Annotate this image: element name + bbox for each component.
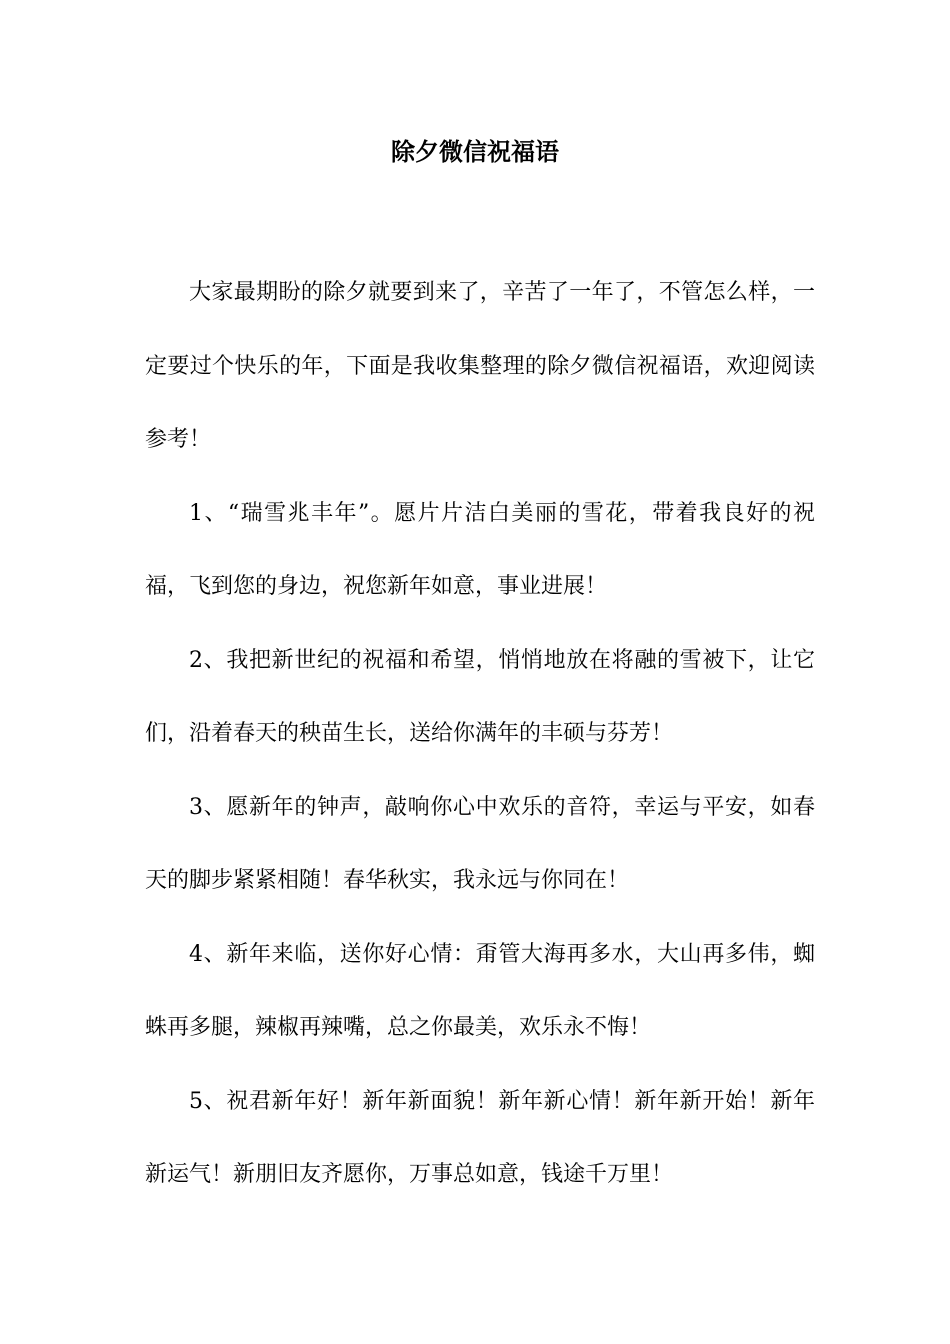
greeting-paragraph-3: 3、愿新年的钟声，敲响你心中欢乐的音符，幸运与平安，如春天的脚步紧紧相随！春华秋实，我永远与你同在！ (145, 794, 815, 893)
intro-paragraph: 大家最期盼的除夕就要到来了，辛苦了一年了，不管怎么样，一定要过个快乐的年，下面是我收集整理的除夕微信祝福语，欢迎阅读参考！ (145, 280, 815, 452)
document-body (145, 256, 815, 1212)
document-title: 除夕微信祝福语 (391, 137, 559, 166)
greeting-paragraph-2: 2、我把新世纪的祝福和希望，悄悄地放在将融的雪被下，让它们，沿着春天的秧苗生长，送给你满年的丰硕与芬芳！ (145, 647, 815, 746)
greeting-paragraph-1: 1、“瑞雪兆丰年”。愿片片洁白美丽的雪花，带着我良好的祝福，飞到您的身边，祝您新年如意，事业进展！ (145, 500, 815, 599)
greeting-paragraph-5: 5、祝君新年好！新年新面貌！新年新心情！新年新开始！新年新运气！新朋旧友齐愿你，万事总如意，钱途千万里！ (145, 1088, 815, 1187)
greeting-paragraph-4: 4、新年来临，送你好心情：甭管大海再多水，大山再多伟，蜘蛛再多腿，辣椒再辣嘴，总之你最美，欢乐永不悔！ (145, 941, 815, 1040)
